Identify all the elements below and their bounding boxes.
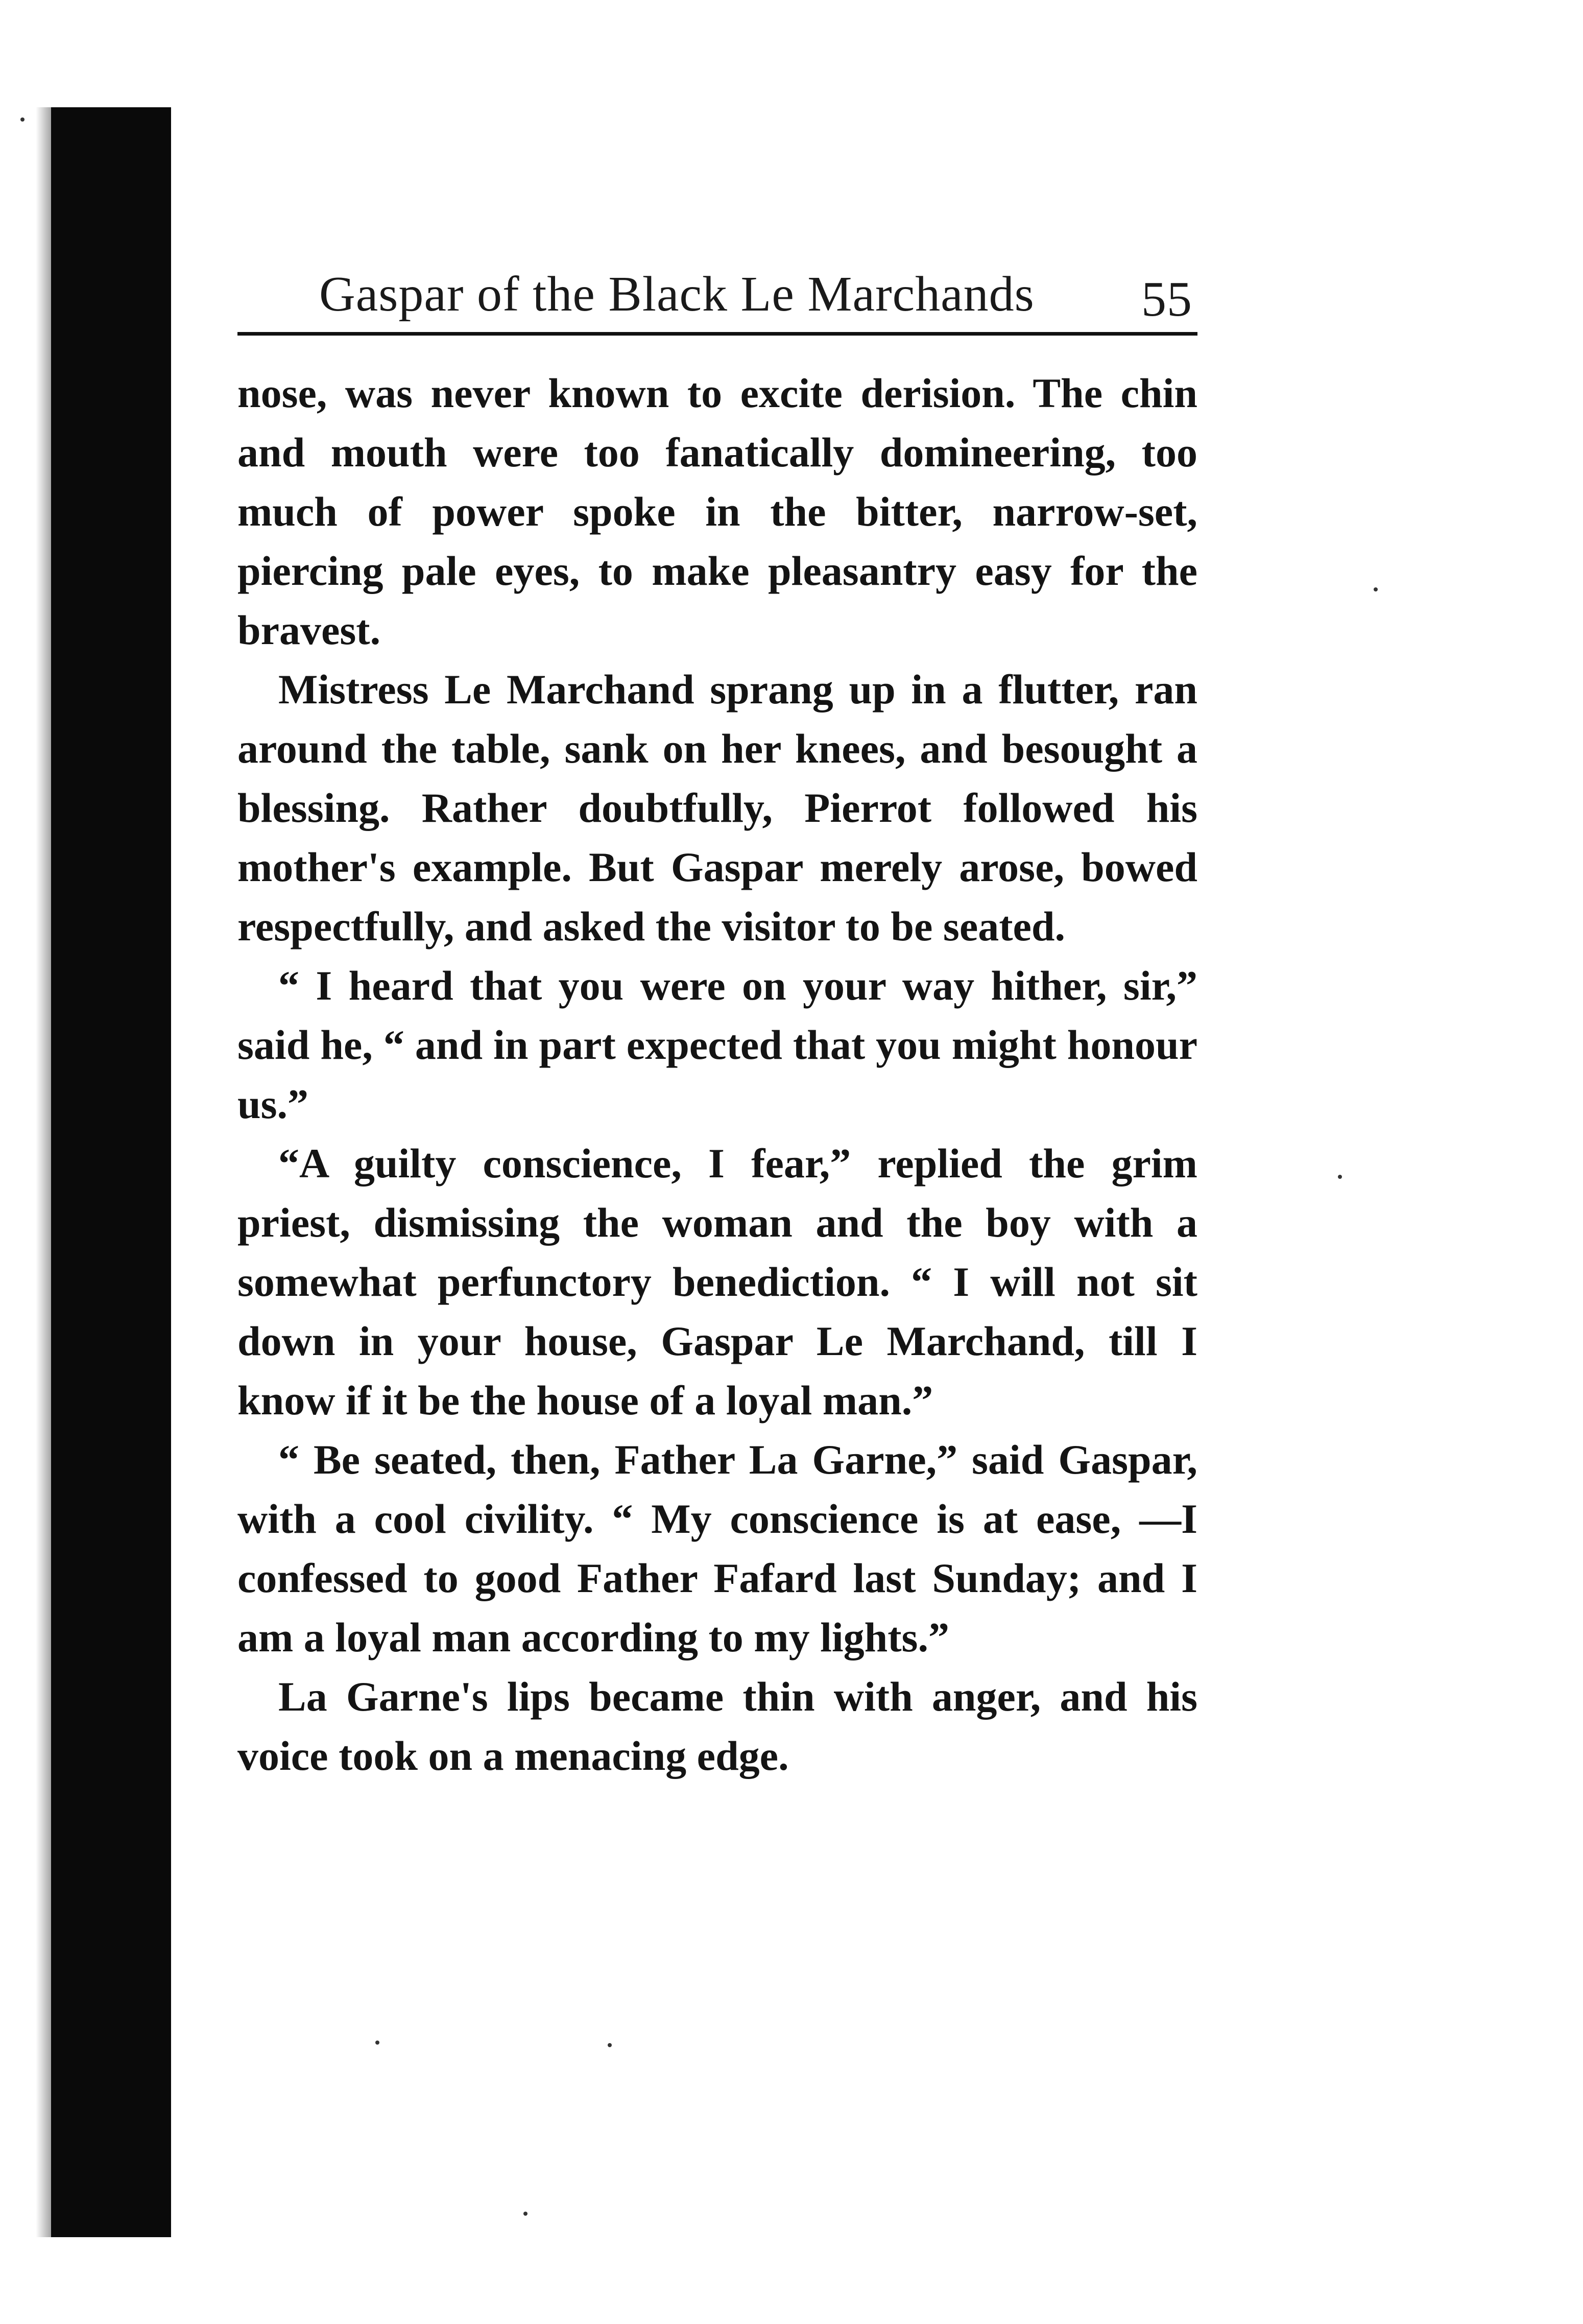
scan-speck bbox=[1374, 587, 1378, 591]
header-rule bbox=[237, 332, 1197, 336]
paragraph: Mistress Le Marchand sprang up in a flutter, ran around the table, sank on her knees, and besought a blessing. Rather doubtfully, Pierrot followed his mother's example. But Gaspar merely arose, bowed respectfully, and asked the visitor to be seated. bbox=[237, 666, 1197, 950]
book-page bbox=[237, 255, 1197, 1786]
paragraph: “ Be seated, then, Father La Garne,” said Gaspar, with a cool civility. “ My conscience is at ease, —I confessed to good Father Fafard last Sunday; and I am a loyal man according to my lights.” bbox=[237, 1436, 1197, 1661]
scan-speck bbox=[608, 2043, 612, 2047]
running-title: Gaspar of the Black Le Marchands bbox=[319, 267, 1035, 322]
body-text bbox=[237, 364, 1197, 1786]
paragraph: nose, was never known to excite derision. The chin and mouth were too fanatically domineering, too much of power spoke in the bitter, narrow-set, piercing pale eyes, to make pleasantry easy for the bravest. bbox=[237, 370, 1197, 653]
book-binding-shadow bbox=[51, 107, 171, 2237]
scan-speck bbox=[523, 2212, 527, 2216]
paragraph: “ I heard that you were on your way hither, sir,” said he, “ and in part expected that you might honour us.” bbox=[237, 962, 1197, 1127]
running-head bbox=[237, 255, 1197, 332]
page-number: 55 bbox=[1141, 272, 1192, 327]
paragraph: La Garne's lips became thin with anger, and his voice took on a menacing edge. bbox=[237, 1673, 1197, 1779]
scan-speck bbox=[1338, 1175, 1342, 1179]
scan-speck bbox=[20, 117, 25, 122]
paragraph: “A guilty conscience, I fear,” replied the grim priest, dismissing the woman and the boy with a somewhat perfunctory benediction. “ I will not sit down in your house, Gaspar Le Marchand, till I know if it be the house of a loyal man.” bbox=[237, 1140, 1197, 1424]
scan-speck bbox=[375, 2041, 379, 2045]
